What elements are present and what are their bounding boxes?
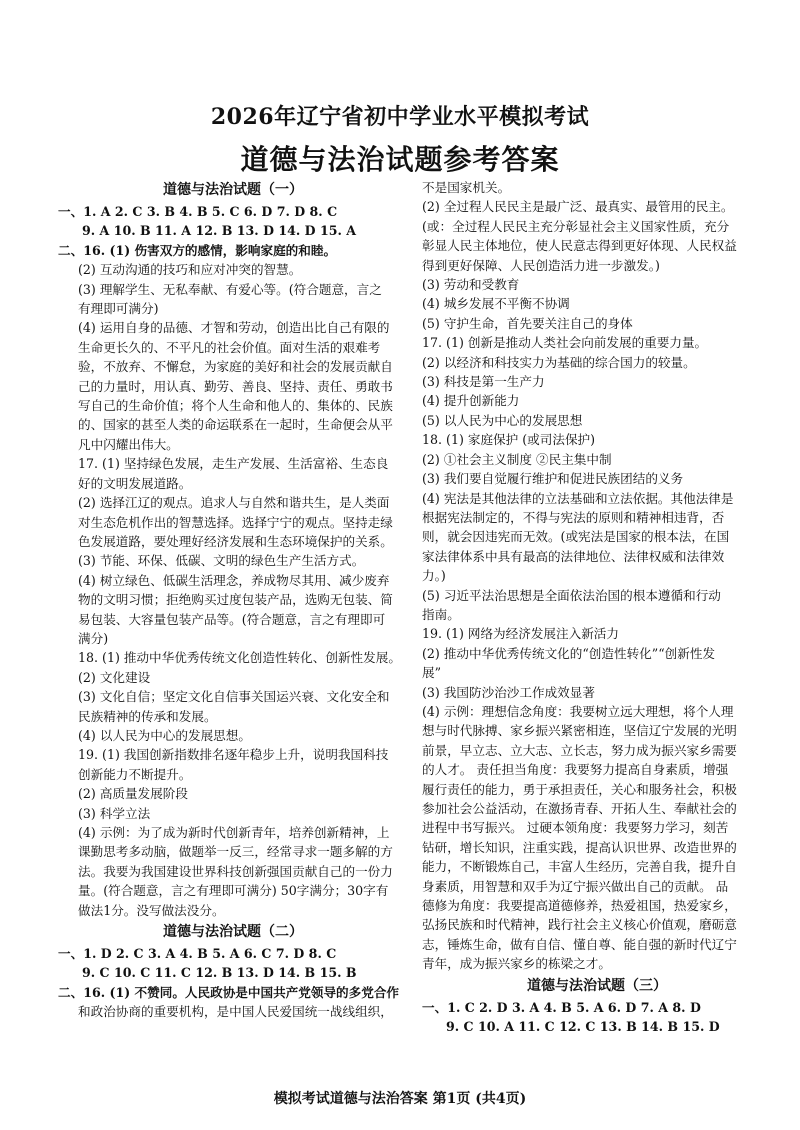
answer-line: 己的力量时，用认真、勤劳、善良、坚持、责任、勇敢书 bbox=[78, 378, 393, 394]
answer-line: (3) 我国防沙治沙工作成效显著 bbox=[422, 684, 595, 700]
answer-line: 钻研，增长知识，注重实践，提高认识世界、改造世界的 bbox=[422, 839, 737, 855]
answer-line: 则，就会因违宪而无效。(或宪法是国家的根本法，在国 bbox=[422, 529, 730, 545]
answer-line: 17. (1) 创新是推动人类社会向前发展的重要力量。 bbox=[422, 335, 708, 351]
answer-line: (4) 树立绿色、低碳生活理念，养成物尽其用、减少废弃 bbox=[78, 572, 390, 588]
answer-line: 创新能力不断提升。 bbox=[78, 766, 192, 782]
answer-line: 18. (1) 家庭保护 (或司法保护) bbox=[422, 432, 596, 448]
answer-line: 彰显人民主体地位，使人民意志得到更好体现、人民权益 bbox=[422, 238, 737, 254]
answer-line: 的人才。 责任担当角度：我要努力提高自身素质，增强 bbox=[422, 762, 729, 778]
choice-answers-line: 二、16. (1) 不赞同。人民政协是中国共产党领导的多党合作 bbox=[58, 984, 400, 1000]
answer-line: 凡中闪耀出伟大。 bbox=[78, 436, 179, 452]
answer-line: (4) 运用自身的品德、才智和劳动，创造出比自己有限的 bbox=[78, 320, 390, 336]
answer-line: (5) 习近平法治思想是全面依法治国的根本遵循和行动 bbox=[422, 587, 721, 603]
answer-line: 弘扬民族和时代精神，践行社会主义核心价值观，磨砺意 bbox=[422, 917, 737, 933]
exam-title: 2026年辽宁省初中学业水平模拟考试 bbox=[210, 104, 590, 130]
answer-line: 进程中书写振兴。 过硬本领角度：我要努力学习，刻苦 bbox=[422, 820, 729, 836]
answer-line: 和政治协商的重要机构，是中国人民爱国统一战线组织， bbox=[78, 1004, 393, 1020]
answer-line: (3) 劳动和受教育 bbox=[422, 277, 520, 293]
choice-answers-line: 9. A 10. B 11. A 12. B 13. D 14. D 15. A bbox=[82, 223, 357, 239]
answer-line: (3) 科学立法 bbox=[78, 805, 151, 821]
answer-line: 写自己的生命价值；将个人生命和他人的、集体的、民族 bbox=[78, 398, 393, 414]
choice-answers-line: 一、1. C 2. D 3. A 4. B 5. A 6. D 7. A 8. D bbox=[422, 999, 701, 1015]
answer-line: 想与时代脉搏、家乡振兴紧密相连，坚信辽宁发展的光明 bbox=[422, 723, 737, 739]
answer-line: 验，不放弃、不懈怠，为家庭的美好和社会的发展贡献自 bbox=[78, 359, 393, 375]
answer-line: 19. (1) 我国创新指数排名逐年稳步上升，说明我国科技 bbox=[78, 747, 389, 763]
answer-line: 家法律体系中具有最高的法律地位、法律权威和法律效 bbox=[422, 548, 725, 564]
answer-line: 民族精神的传承和发展。 bbox=[78, 708, 217, 724]
answer-line: 好的文明发展道路。 bbox=[78, 475, 192, 491]
answer-line: 生命更长久的、不平凡的社会价值。面对生活的艰难考 bbox=[78, 339, 381, 355]
answer-line: 履行责任的能力，勇于承担责任，关心和服务社会，积极 bbox=[422, 781, 737, 797]
answer-line: (3) 文化自信；坚定文化自信事关国运兴衰、文化安全和 bbox=[78, 689, 390, 705]
answer-line: (5) 守护生命，首先要关注自己的身体 bbox=[422, 315, 633, 331]
answer-line: 不是国家机关。 bbox=[422, 180, 511, 195]
answer-line: (2) 选择江辽的观点。追求人与自然和谐共生，是人类面 bbox=[78, 495, 390, 511]
page-footer: 模拟考试道德与法治答案 第1页 (共4页) bbox=[273, 1091, 527, 1107]
answer-line: (4) 以人民为中心的发展思想。 bbox=[78, 727, 251, 743]
answer-line: 得到更好保障、人民创造活力进一步激发。) bbox=[422, 257, 660, 273]
section-heading: 道德与法治试题（一） bbox=[163, 182, 303, 198]
answer-line: (3) 节能、环保、低碳、文明的绿色生产生活方式。 bbox=[78, 553, 365, 569]
answer-line: (2) 互动沟通的技巧和应对冲突的智慧。 bbox=[78, 262, 302, 278]
answer-line: 色发展道路，要处理好经济发展和生态环境保护的关系。 bbox=[78, 533, 393, 549]
answer-line: 做法1分。没写做法没分。 bbox=[78, 902, 225, 918]
answer-line: 有理即可满分) bbox=[78, 301, 159, 317]
answer-line: 满分) bbox=[78, 630, 109, 646]
answer-key-title: 道德与法治试题参考答案 bbox=[240, 143, 560, 176]
answer-line: (4) 示例：理想信念角度：我要树立远大理想，将个人理 bbox=[422, 703, 734, 719]
answer-line: (2) 文化建设 bbox=[78, 669, 151, 685]
answer-line: 易包装、大容量包装产品等。(符合题意，言之有理即可 bbox=[78, 611, 386, 627]
answer-line: 参加社会公益活动，在激扬青春、开拓人生、奉献社会的 bbox=[422, 801, 737, 816]
choice-answers-line: 一、1. A 2. C 3. B 4. B 5. C 6. D 7. D 8. C bbox=[58, 204, 338, 219]
answer-line: 青年，成为振兴家乡的栋梁之才。 bbox=[422, 956, 611, 972]
answer-line: (或：全过程人民民主充分彰显社会主义国家性质，充分 bbox=[422, 218, 730, 234]
answer-line: 17. (1) 坚持绿色发展，走生产发展、生活富裕、生态良 bbox=[78, 456, 389, 472]
answer-line: (2) ①社会主义制度 ②民主集中制 bbox=[422, 451, 612, 467]
answer-line: 能力，不断锻炼自己，丰富人生经历，完善自我，提升自 bbox=[422, 859, 737, 875]
answer-line: (4) 提升创新能力 bbox=[422, 393, 520, 409]
left-column bbox=[58, 178, 408, 1022]
answer-line: (3) 我们要自觉履行维护和促进民族团结的义务 bbox=[422, 471, 684, 487]
answer-line: 力。) bbox=[422, 568, 446, 584]
answer-line: (2) 推动中华优秀传统文化的“创造性转化”“创新性发 bbox=[422, 645, 716, 661]
choice-answers-line: 9. C 10. A 11. C 12. C 13. B 14. B 15. D bbox=[446, 1019, 720, 1035]
section-heading: 道德与法治试题（三） bbox=[527, 977, 667, 994]
answer-line: (2) 高质量发展阶段 bbox=[78, 786, 188, 802]
answer-line: 前景，早立志、立大志、立长志，努力成为振兴家乡需要 bbox=[422, 742, 737, 758]
answer-line: 物的文明习惯；拒绝购买过度包装产品，选购无包装、简 bbox=[78, 592, 393, 608]
answer-line: 对生态危机作出的智慧选择。选择宁宁的观点。坚持走绿 bbox=[78, 514, 393, 530]
answer-line: (4) 宪法是其他法律的立法基础和立法依据。其他法律是 bbox=[422, 490, 734, 506]
answer-line: (2) 以经济和科技实力为基础的综合国力的较量。 bbox=[422, 354, 696, 370]
answer-line: (4) 示例：为了成为新时代创新青年，培养创新精神，上 bbox=[78, 825, 390, 840]
answer-line: 量。(符合题意，言之有理即可满分) 50字满分；30字有 bbox=[78, 883, 389, 899]
answer-line: 根据宪法制定的，不得与宪法的原则和精神相违背，否 bbox=[422, 509, 725, 525]
answer-line: 法。我要为我国建设世界科技创新强国贡献自己的一份力 bbox=[78, 863, 393, 879]
answer-line: 课勤思考多动脑，做题举一反三，经常寻求一题多解的方 bbox=[78, 844, 393, 860]
choice-answers-line: 一、1. D 2. C 3. A 4. B 5. A 6. C 7. D 8. C bbox=[58, 946, 337, 962]
answer-line: (3) 科技是第一生产力 bbox=[422, 374, 545, 390]
answer-line: 18. (1) 推动中华优秀传统文化创造性转化、创新性发展。 bbox=[78, 650, 401, 666]
answer-line: 展” bbox=[422, 665, 442, 681]
answer-line: 德修为角度：我要提高道德修养，热爱祖国，热爱家乡， bbox=[422, 898, 737, 914]
answer-line: (4) 城乡发展不平衡不协调 bbox=[422, 296, 570, 312]
answer-line: (5) 以人民为中心的发展思想 bbox=[422, 412, 583, 428]
choice-answers-line: 二、16. (1) 伤害双方的感情，影响家庭的和睦。 bbox=[58, 242, 337, 258]
answer-line: 志，锤炼生命，做有自信、懂自尊、能自强的新时代辽宁 bbox=[422, 936, 737, 952]
answer-line: (2) 全过程人民民主是最广泛、最真实、最管用的民主。 bbox=[422, 199, 734, 215]
choice-answers-line: 9. C 10. C 11. C 12. B 13. D 14. B 15. B bbox=[82, 965, 357, 981]
answer-line: 指南。 bbox=[422, 606, 460, 622]
right-column bbox=[422, 178, 772, 1036]
answer-line: 身素质，用智慧和双手为辽宁振兴做出自己的贡献。 品 bbox=[422, 878, 729, 894]
answer-line: 的、国家的甚至人类的命运联系在一起时，生命便会从平 bbox=[78, 417, 393, 433]
answer-line: (3) 理解学生、无私奉献、有爱心等。(符合题意，言之 bbox=[78, 281, 382, 297]
section-heading: 道德与法治试题（二） bbox=[163, 924, 303, 941]
answer-line: 19. (1) 网络为经济发展注入新活力 bbox=[422, 626, 619, 642]
